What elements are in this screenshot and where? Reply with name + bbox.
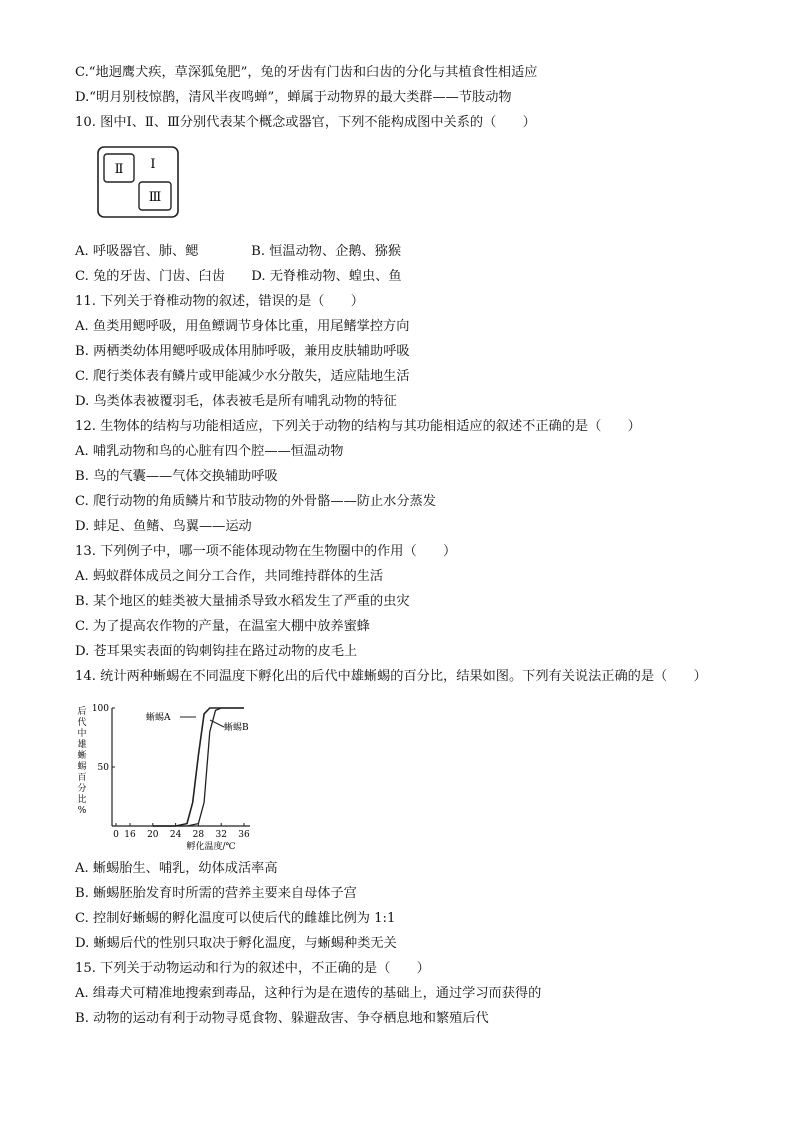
q12-option-b: B. 鸟的气囊——气体交换辅助呼吸: [75, 469, 278, 484]
label-left: Ⅱ: [114, 162, 124, 177]
y-tick-label: 50: [97, 763, 109, 773]
y-axis-label-char: 分: [77, 784, 87, 794]
q13-option-d: D. 苍耳果实表面的钩刺钩挂在路过动物的皮毛上: [75, 644, 358, 659]
x-tick-label: 32: [215, 830, 227, 840]
y-axis-label-char: 蜥: [77, 751, 87, 761]
q11-option-c: C. 爬行类体表有鳞片或甲能减少水分散失，适应陆地生活: [75, 369, 410, 384]
y-axis-label-char: 雄: [77, 740, 87, 750]
question-12: 12. 生物体的结构与功能相适应，下列关于动物的结构与其功能相适应的叙述不正确的是（ ）: [75, 419, 641, 434]
x-tick-label: 24: [169, 830, 182, 840]
hatching-chart: [70, 700, 270, 852]
q13-option-c: C. 为了提高农作物的产量，在温室大棚中放养蜜蜂: [75, 619, 370, 634]
q14-option-b: B. 蜥蜴胚胎发育时所需的营养主要来自母体子宫: [75, 886, 357, 901]
q10-options-cd: C. 兔的牙齿、门齿、臼齿 D. 无脊椎动物、蝗虫、鱼: [75, 269, 402, 284]
series-label-b: 蜥蜴B: [224, 723, 249, 733]
y-axis-label-char: 代: [77, 718, 87, 728]
q11-option-b: B. 两栖类幼体用鳃呼吸成体用肺呼吸，兼用皮肤辅助呼吸: [75, 344, 410, 359]
q10-options-ab: A. 呼吸器官、肺、鳃 B. 恒温动物、企鹅、猕猴: [75, 244, 402, 259]
y-axis-label-char: 蜴: [77, 762, 87, 772]
q14-option-c: C. 控制好蜥蜴的孵化温度可以使后代的雌雄比例为 1:1: [75, 911, 396, 926]
y-axis-label-char: 中: [77, 729, 87, 739]
q13-option-a: A. 蚂蚁群体成员之间分工合作，共同维持群体的生活: [75, 569, 384, 584]
series-label-a: 蜥蜴A: [146, 713, 171, 723]
question-10: 10. 图中Ⅰ、Ⅱ、Ⅲ分别代表某个概念或器官，下列不能构成图中关系的（ ）: [75, 115, 536, 130]
x-tick-label: 20: [147, 830, 159, 840]
y-axis-label-char: 后: [77, 707, 87, 717]
x-axis-label: 孵化温度/℃: [186, 842, 236, 852]
y-tick-label: 100: [91, 704, 109, 714]
q11-option-a: A. 鱼类用鳃呼吸，用鱼鳔调节身体比重，用尾鳍掌控方向: [75, 319, 410, 334]
x-tick-label: 28: [192, 830, 205, 840]
q14-option-a: A. 蜥蜴胎生、哺乳，幼体成活率高: [75, 861, 278, 876]
q13-option-b: B. 某个地区的蛙类被大量捕杀导致水稻发生了严重的虫灾: [75, 594, 410, 609]
q14-option-d: D. 蜥蜴后代的性别只取决于孵化温度，与蜥蜴种类无关: [75, 936, 397, 951]
q12-option-a: A. 哺乳动物和鸟的心脏有四个腔——恒温动物: [75, 444, 344, 459]
x-tick-label: 0: [113, 830, 119, 840]
question-14: 14. 统计两种蜥蜴在不同温度下孵化出的后代中雄蜥蜴的百分比，结果如图。下列有关说法正确的是（ ）: [75, 669, 707, 684]
x-tick-label: 16: [124, 830, 136, 840]
x-tick-label: 36: [238, 830, 250, 840]
line-c-rabbit: C.“地迥鹰犬疾，草深狐兔肥”，兔的牙齿有门齿和臼齿的分化与其植食性相适应: [75, 65, 538, 80]
question-11: 11. 下列关于脊椎动物的叙述，错误的是（ ）: [75, 294, 364, 309]
q11-option-d: D. 鸟类体表被覆羽毛，体表被毛是所有哺乳动物的特征: [75, 394, 397, 409]
q12-option-c: C. 爬行动物的角质鳞片和节肢动物的外骨骼——防止水分蒸发: [75, 494, 436, 509]
label-right: Ⅲ: [148, 190, 162, 205]
question-15: 15. 下列关于动物运动和行为的叙述中，不正确的是（ ）: [75, 961, 430, 976]
label-outer: Ⅰ: [150, 157, 156, 172]
y-axis-label-char: 百: [77, 773, 87, 783]
y-axis-label-char: 比: [77, 795, 87, 805]
y-axis-label-char: %: [77, 806, 87, 816]
q12-option-d: D. 蚌足、鱼鳍、鸟翼——运动: [75, 519, 252, 534]
q15-option-b: B. 动物的运动有利于动物寻觅食物、躲避敌害、争夺栖息地和繁殖后代: [75, 1011, 489, 1026]
q15-option-a: A. 缉毒犬可精准地搜索到毒品，这种行为是在遗传的基础上，通过学习而获得的: [75, 986, 542, 1001]
venn-diagram: [97, 146, 179, 218]
question-13: 13. 下列例子中，哪一项不能体现动物在生物圈中的作用（ ）: [75, 544, 457, 559]
line-d-cicada: D.“明月别枝惊鹊，清风半夜鸣蝉”，蝉属于动物界的最大类群——节肢动物: [75, 90, 512, 105]
